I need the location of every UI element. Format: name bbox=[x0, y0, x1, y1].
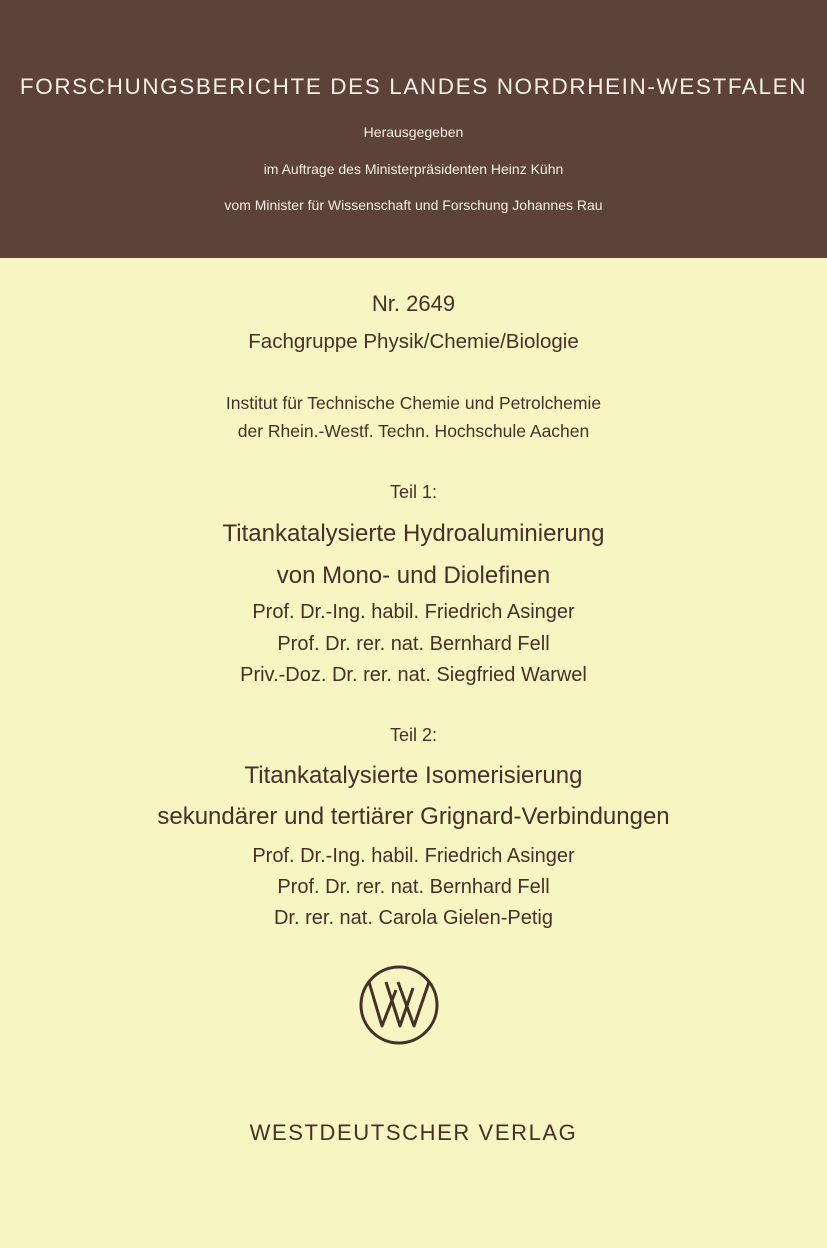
part-2-author: Dr. rer. nat. Carola Gielen-Petig bbox=[273, 907, 553, 929]
part-1-title-line-2: von Mono- und Diolefinen bbox=[276, 562, 551, 589]
institute-line-2: der Rhein.-Westf. Techn. Hochschule Aachen bbox=[237, 421, 590, 441]
subject-group: Fachgruppe Physik/Chemie/Biologie bbox=[248, 330, 579, 353]
publisher-name: WESTDEUTSCHER VERLAG bbox=[249, 1120, 578, 1145]
part-2-author: Prof. Dr.-Ing. habil. Friedrich Asinger bbox=[252, 845, 575, 867]
part-2-label: Teil 2: bbox=[389, 725, 438, 745]
part-1-label: Teil 1: bbox=[389, 482, 438, 502]
part-1-author: Prof. Dr. rer. nat. Bernhard Fell bbox=[277, 633, 550, 655]
part-1-author: Prof. Dr.-Ing. habil. Friedrich Asinger bbox=[252, 601, 575, 623]
cover-header-band bbox=[0, 0, 827, 258]
part-2-title-line-2: sekundärer und tertiärer Grignard-Verbindungen bbox=[157, 803, 670, 830]
part-1-title-line-1: Titankatalysierte Hydroaluminierung bbox=[222, 520, 605, 547]
part-1-author: Priv.-Doz. Dr. rer. nat. Siegfried Warwel bbox=[240, 664, 587, 686]
part-2-title-line-1: Titankatalysierte Isomerisierung bbox=[244, 762, 583, 789]
editor-line-3: vom Minister für Wissenschaft und Forschung Johannes Rau bbox=[224, 197, 603, 213]
institute-line-1: Institut für Technische Chemie und Petrolchemie bbox=[225, 393, 602, 413]
series-title: FORSCHUNGSBERICHTE DES LANDES NORDRHEIN-WESTFALEN bbox=[19, 74, 808, 99]
report-number: Nr. 2649 bbox=[371, 291, 456, 316]
part-2-author: Prof. Dr. rer. nat. Bernhard Fell bbox=[277, 876, 550, 898]
editor-line-1: Herausgegeben bbox=[363, 124, 464, 140]
wv-monogram-icon bbox=[358, 964, 440, 1046]
editor-line-2: im Auftrage des Ministerpräsidenten Heinz Kühn bbox=[263, 161, 564, 177]
